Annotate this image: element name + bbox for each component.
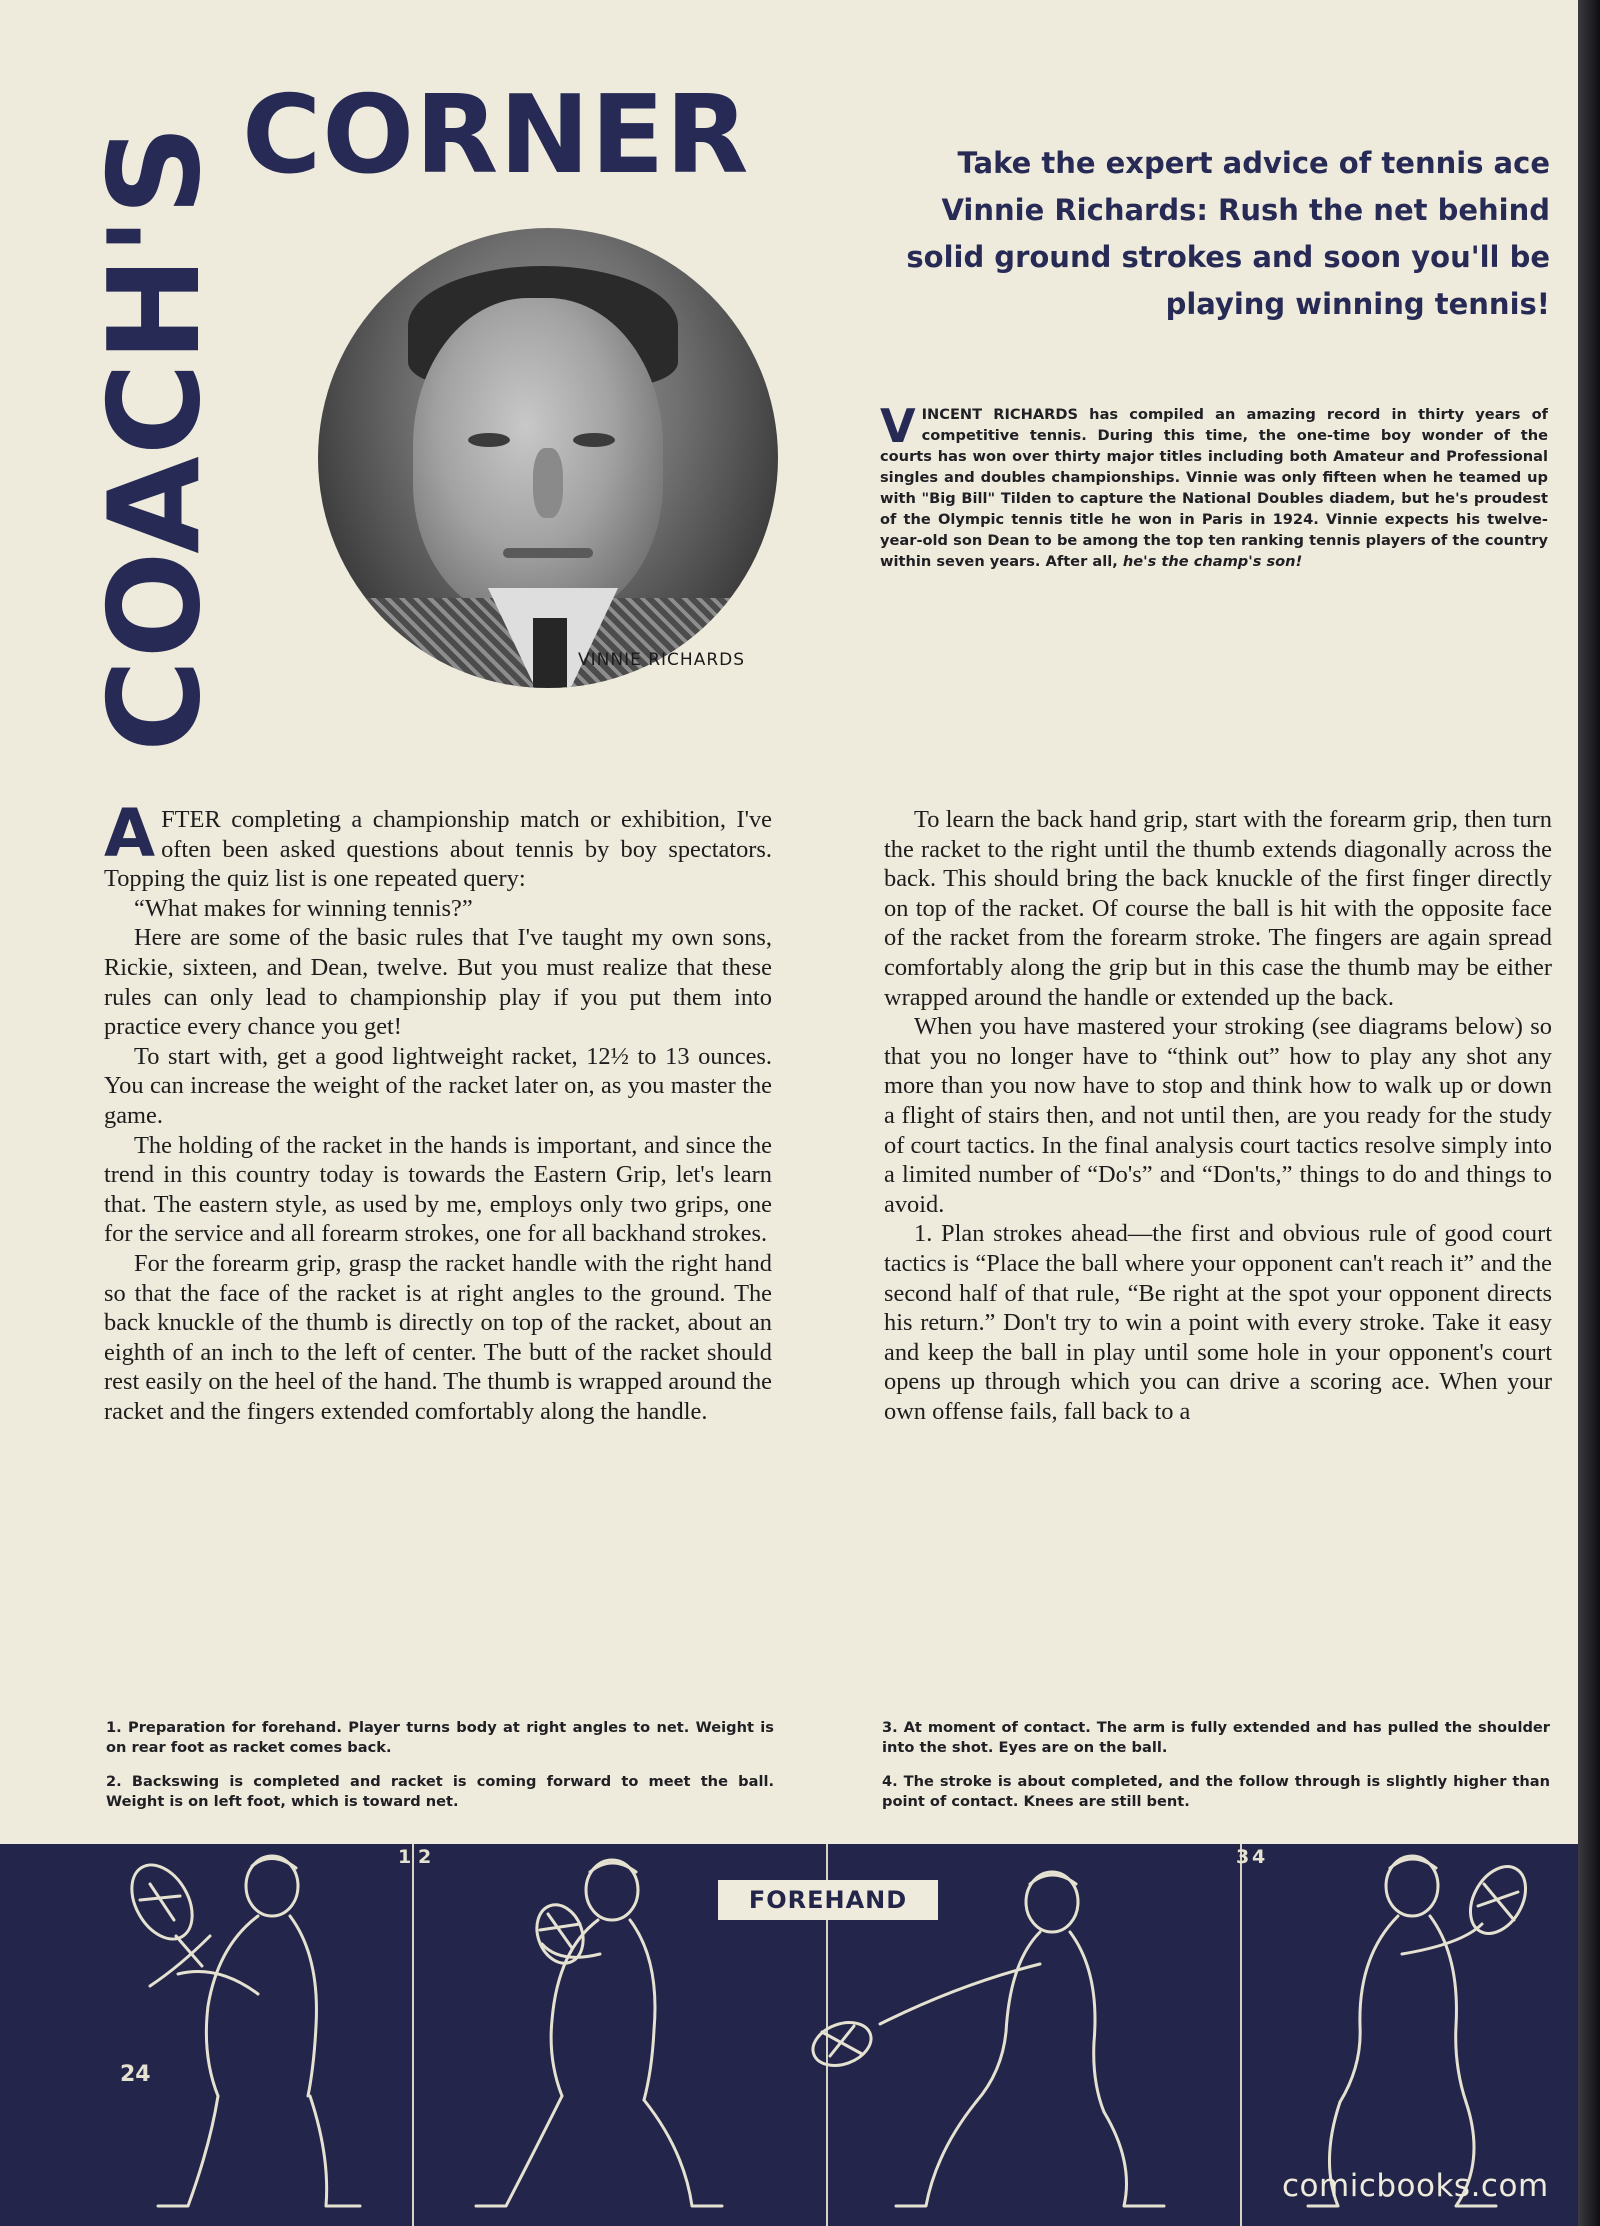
player-figure-1	[119, 1854, 360, 2206]
article-paragraph: AFTER completing a championship match or exhibition, I've often been asked questions about tennis by boy spectators. Topping the quiz list is one repeated query:	[104, 795, 772, 893]
page-title: CORNER	[242, 73, 750, 198]
diagram-caption-4: 4. The stroke is about completed, and the follow through is slightly higher than point of contact. Knees are still bent.	[882, 1773, 1550, 1810]
page-spine-shadow	[1578, 0, 1600, 2226]
diagram-caption-1: 1. Preparation for forehand. Player turns body at right angles to net. Weight is on rear foot as racket comes back.	[106, 1719, 774, 1756]
article-dropcap: A	[104, 795, 156, 872]
diagram-caption-2: 2. Backswing is completed and racket is coming forward to meet the ball. Weight is on left foot, which is toward net.	[106, 1773, 774, 1810]
panel-number: 2	[418, 1846, 432, 1868]
article-paragraph: “What makes for winning tennis?”	[134, 894, 473, 922]
player-figure-2	[476, 1860, 722, 2206]
bio-text: INCENT RICHARDS has compiled an amazing record in thirty years of competitive tennis. During this time, the one-time boy wonder of the courts has won over thirty major titles including both Amateur and Professional singles and doubles championships. Vinnie was only fifteen when he teamed up with "Big Bill" Tilden to capture the National Doubles diadem, but he's proudest of the Olympic tennis title he won in Paris in 1924. Vinnie expects his twelve-year-old son Dean to be among the top ten ranking tennis players of the country within seven years. After all,	[880, 406, 1548, 570]
article-paragraph: 1. Plan strokes ahead—the first and obvious rule of good court tactics is “Place the ball where your opponent can't reach it” and the second half of that rule, “Be right at the spot your opponent directs his return.” Don't try to win a point with every stroke. Take it easy and keep the ball in play until some hole in your opponent's court opens up through which you can drive a scoring ace. When your own offense fails, fall back to a	[884, 1220, 1552, 1425]
article-paragraph: When you have mastered your stroking (see diagrams below) so that you no longer have to “think out” how to play any shot any more than you now have to stop and think how to walk up or down a flight of stairs then, and not until then, are you ready for the study of court tactics. In the final analysis court tactics resolve simply into a limited number of “Do's” and “Don'ts,” things to do and things to avoid.	[884, 1013, 1552, 1218]
portrait-photo	[318, 228, 778, 688]
article-paragraph: Here are some of the basic rules that I've taught my own sons, Rickie, sixteen, and Dean, twelve. But you must realize that these rules can only lead to championship play if you put them into practice every chance you get!	[104, 924, 772, 1041]
player-figure-4	[1308, 1856, 1537, 2206]
panel-number: 4	[1252, 1846, 1266, 1868]
article-paragraph: For the forearm grip, grasp the racket handle with the right hand so that the face of the racket is at right angles to the ground. The back knuckle of the thumb is directly on top of the racket, about an eighth of an inch to the left of center. The butt of the racket should rest easily on the heel of the hand. The thumb is wrapped around the racket and the fingers extended comfortably along the handle.	[104, 1249, 772, 1425]
bio-dropcap: V	[880, 399, 916, 453]
article-column-left	[104, 795, 772, 1426]
article-paragraph: The holding of the racket in the hands is important, and since the trend in this country today is towards the Eastern Grip, let's learn that. The eastern style, as used by me, employs only two grips, one for the service and all forearm strokes, one for all backhand strokes.	[104, 1131, 772, 1248]
page-number: 24	[120, 2062, 151, 2087]
portrait-caption: VINNIE RICHARDS	[578, 650, 746, 670]
article-paragraph: To start with, get a good lightweight racket, 12½ to 13 ounces. You can increase the weight of the racket later on, as you master the game.	[104, 1042, 772, 1129]
article-paragraph: To learn the back hand grip, start with the forearm grip, then turn the racket to the right until the thumb extends diagonally across the back. This should bring the back knuckle of the first finger directly on top of the racket. Of course the ball is hit with the opposite face of the racket from the forearm stroke. The fingers are again spread comfortably along the grip but in this case the thumb may be either wrapped around the handle or extended up the back.	[884, 806, 1552, 1011]
bio-paragraph	[880, 399, 1548, 572]
forehand-diagram-strip	[0, 1844, 1578, 2226]
watermark: comicbooks.com	[1282, 2168, 1549, 2204]
vertical-title: COACH'S	[81, 124, 228, 752]
article-column-right	[884, 805, 1552, 1426]
forehand-label: FOREHAND	[718, 1880, 938, 1920]
diagram-captions-right	[882, 1718, 1550, 1826]
panel-number: 1	[398, 1846, 412, 1868]
bio-text-italic: he's the champ's son!	[1122, 553, 1303, 570]
diagram-caption-3: 3. At moment of contact. The arm is fully extended and has pulled the shoulder into the shot. Eyes are on the ball.	[882, 1719, 1550, 1756]
diagram-captions-left	[106, 1718, 774, 1826]
panel-number: 3	[1236, 1846, 1250, 1868]
player-figure-3	[807, 1872, 1164, 2206]
tagline: Take the expert advice of tennis ace Vinnie Richards: Rush the net behind solid ground strokes and soon you'll be playing winning tennis!	[906, 146, 1550, 321]
